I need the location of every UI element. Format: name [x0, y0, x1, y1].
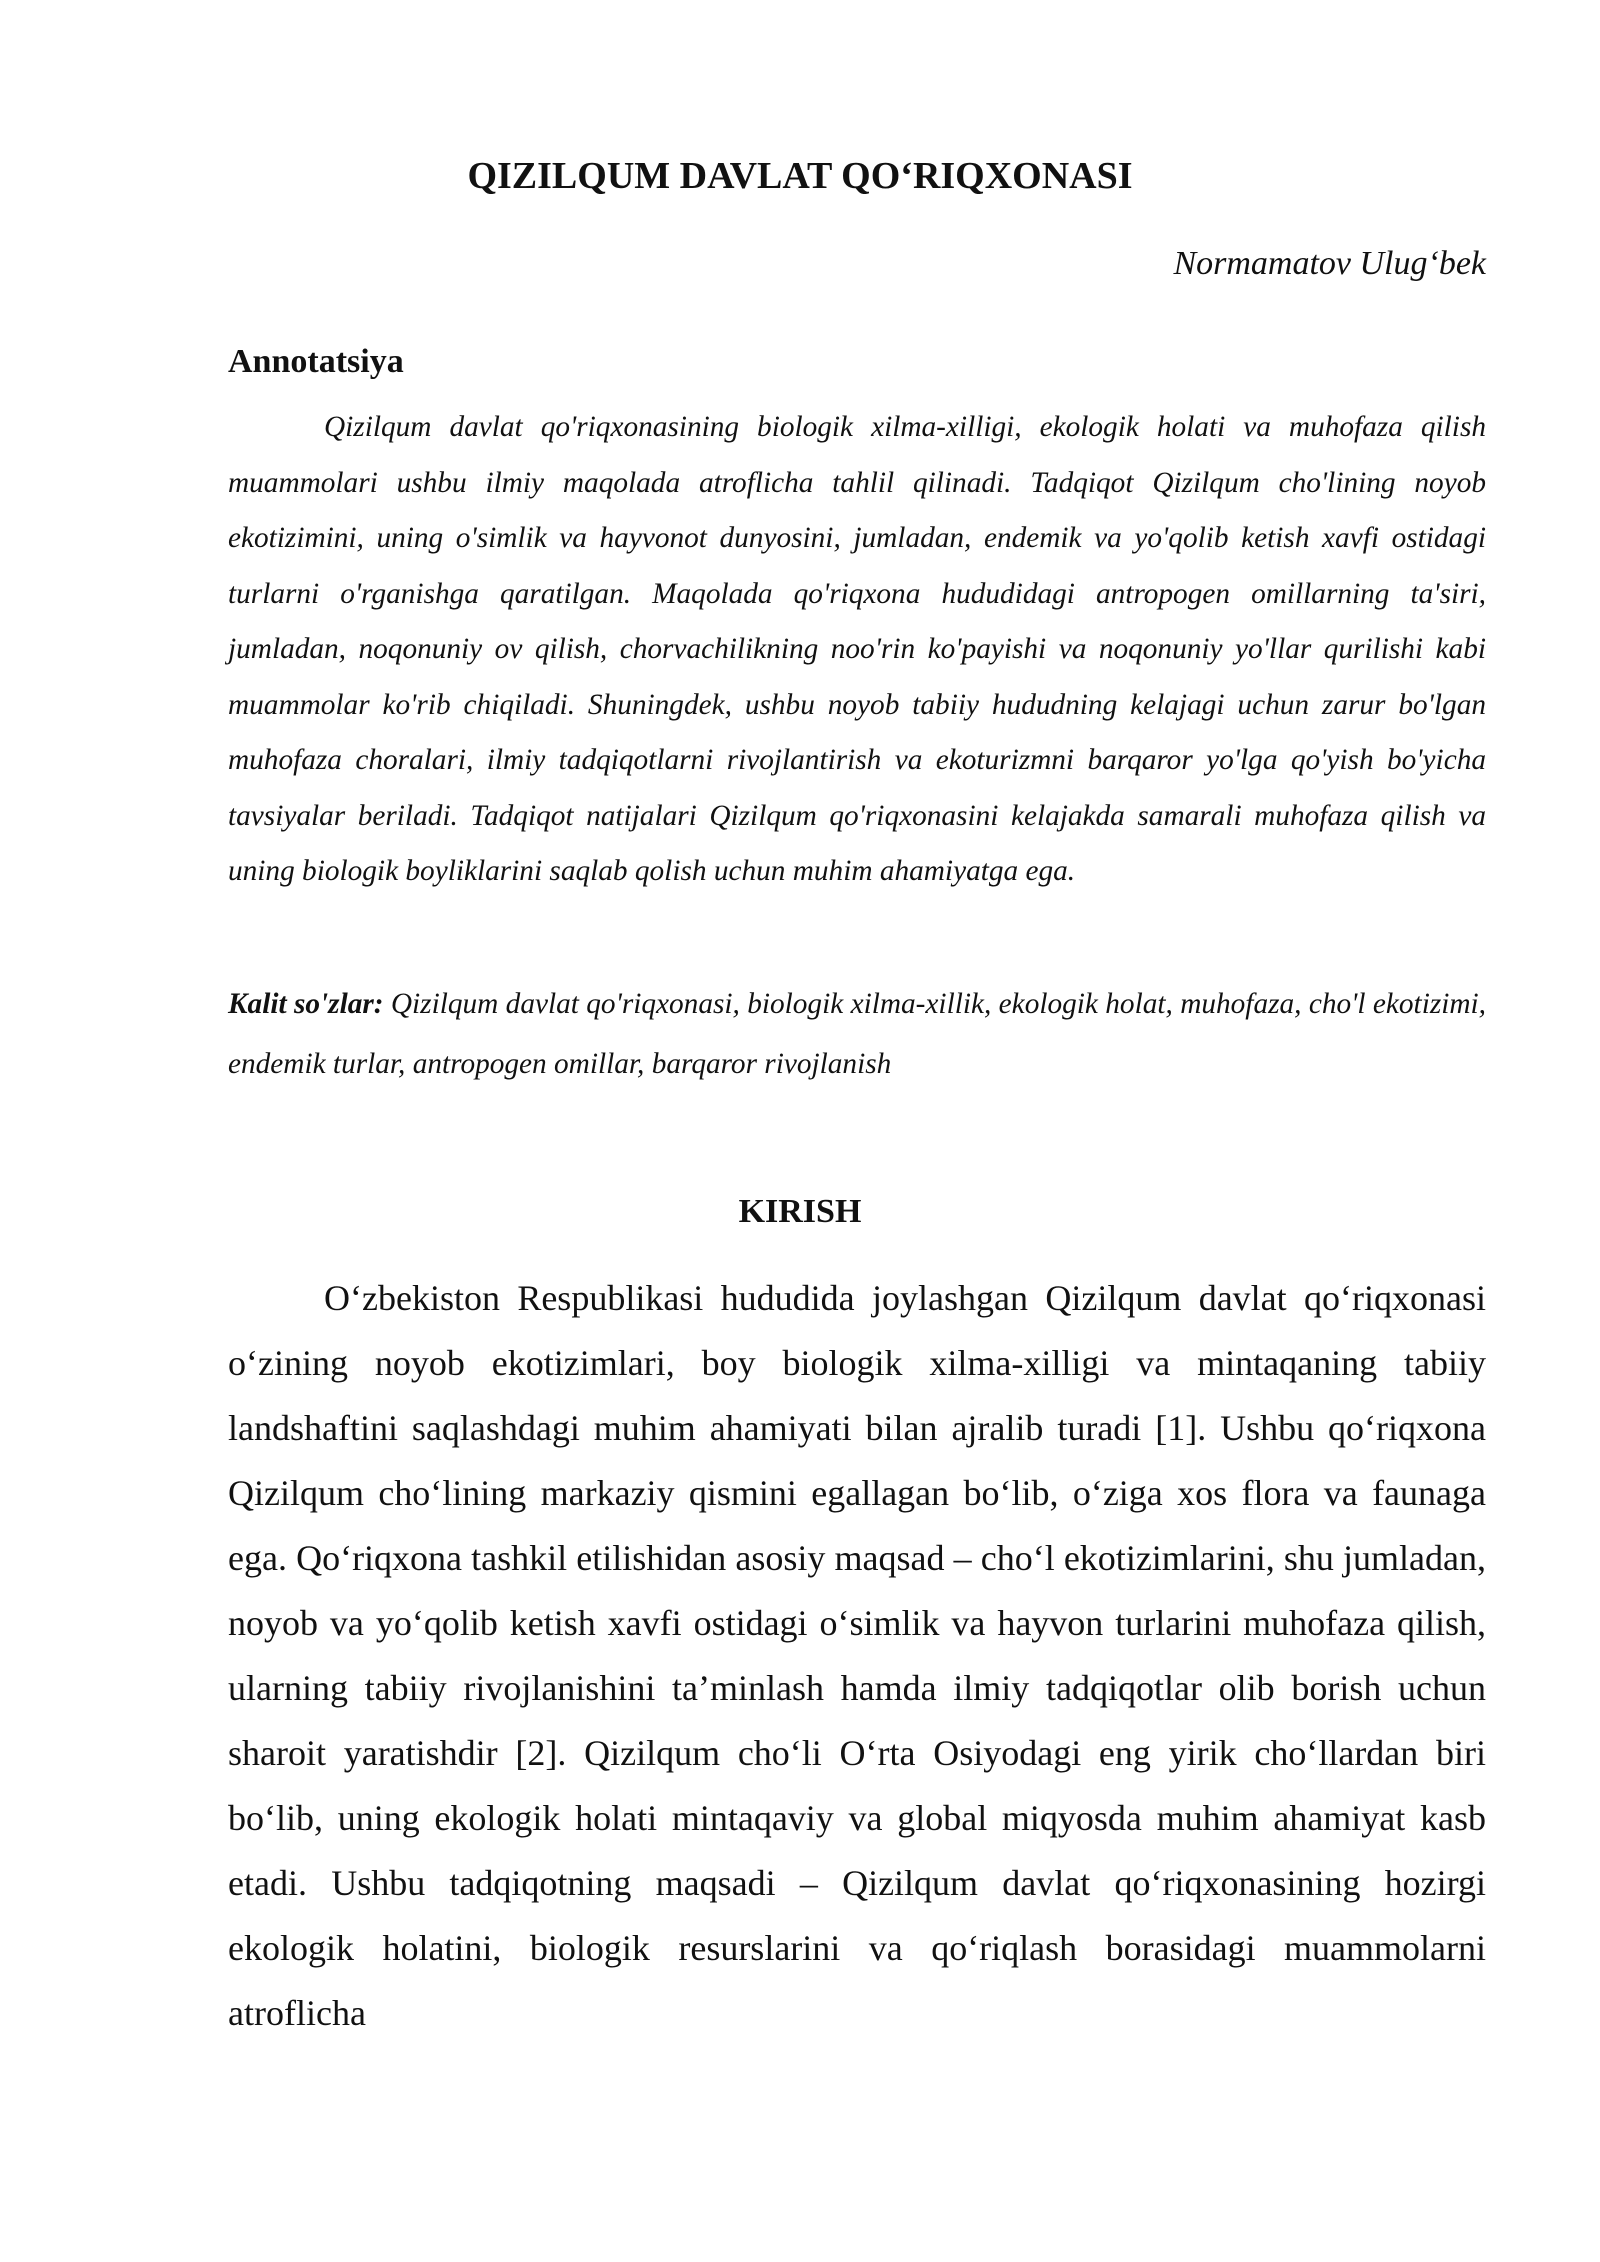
keywords — [228, 974, 1486, 1094]
abstract-text: Qizilqum davlat qo'riqxonasining biologik xilma-xilligi, ekologik holati va muhofaza qilish muammolari ushbu ilmiy maqolada atroflicha tahlil qilinadi. Tadqiqot Qizilqum cho'lining noyob ekotizimini, uning o'simlik va hayvonot dunyosini, jumladan, endemik va yo'qolib ketish xavfi ostidagi turlarni o'rganishga qaratilgan. Maqolada qo'riqxona hududidagi antropogen omillarning ta'siri, jumladan, noqonuniy ov qilish, chorvachilikning noo'rin ko'payishi va noqonuniy yo'llar qurilishi kabi muammolar ko'rib chiqiladi. Shuningdek, ushbu noyob tabiiy hududning kelajagi uchun zarur bo'lgan muhofaza choralari, ilmiy tadqiqotlarni rivojlantirish va ekoturizmni barqaror yo'lga qo'yish bo'yicha tavsiyalar beriladi. Tadqiqot natijalari Qizilqum qo'riqxonasini kelajakda samarali muhofaza qilish va uning biologik boyliklarini saqlab qolish uchun muhim ahamiyatga ega. — [228, 411, 1486, 887]
author-name: Normamatov Ulug‘bek — [1173, 245, 1486, 282]
page-title: QIZILQUM DAVLAT QO‘RIQXONASI — [467, 155, 1133, 197]
abstract-heading: Annotatsiya — [228, 343, 404, 380]
section-heading-introduction: KIRISH — [738, 1193, 862, 1230]
keywords-list: Qizilqum davlat qo'riqxonasi, biologik xilma-xillik, ekologik holat, muhofaza, cho'l ekotizimi, endemik turlar, antropogen omillar, barqaror rivojlanish — [228, 988, 1486, 1080]
introduction-text: O‘zbekiston Respublikasi hududida joylashgan Qizilqum davlat qo‘riqxonasi o‘zining noyob ekotizimlari, boy biologik xilma-xilligi va mintaqaning tabiiy landshaftini saqlashdagi muhim ahamiyati bilan ajralib turadi [1]. Ushbu qo‘riqxona Qizilqum cho‘lining markaziy qismini egallagan bo‘lib, o‘ziga xos flora va faunaga ega. Qo‘riqxona tashkil etilishidan asosiy maqsad – cho‘l ekotizimlarini, shu jumladan, noyob va yo‘qolib ketish xavfi ostidagi o‘simlik va hayvon turlarini muhofaza qilish, ularning tabiiy rivojlanishini ta’minlash hamda ilmiy tadqiqotlar olib borish uchun sharoit yaratishdir [2]. Qizilqum cho‘li O‘rta Osiyodagi eng yirik cho‘llardan biri bo‘lib, uning ekologik holati mintaqaviy va global miqyosda muhim ahamiyat kasb etadi. Ushbu tadqiqotning maqsadi – Qizilqum davlat qo‘riqxonasining hozirgi ekologik holatini, biologik resurslarini va qo‘riqlash borasidagi muammolarni atroflicha — [228, 1278, 1486, 2033]
keywords-label: Kalit so'zlar: — [228, 988, 384, 1020]
